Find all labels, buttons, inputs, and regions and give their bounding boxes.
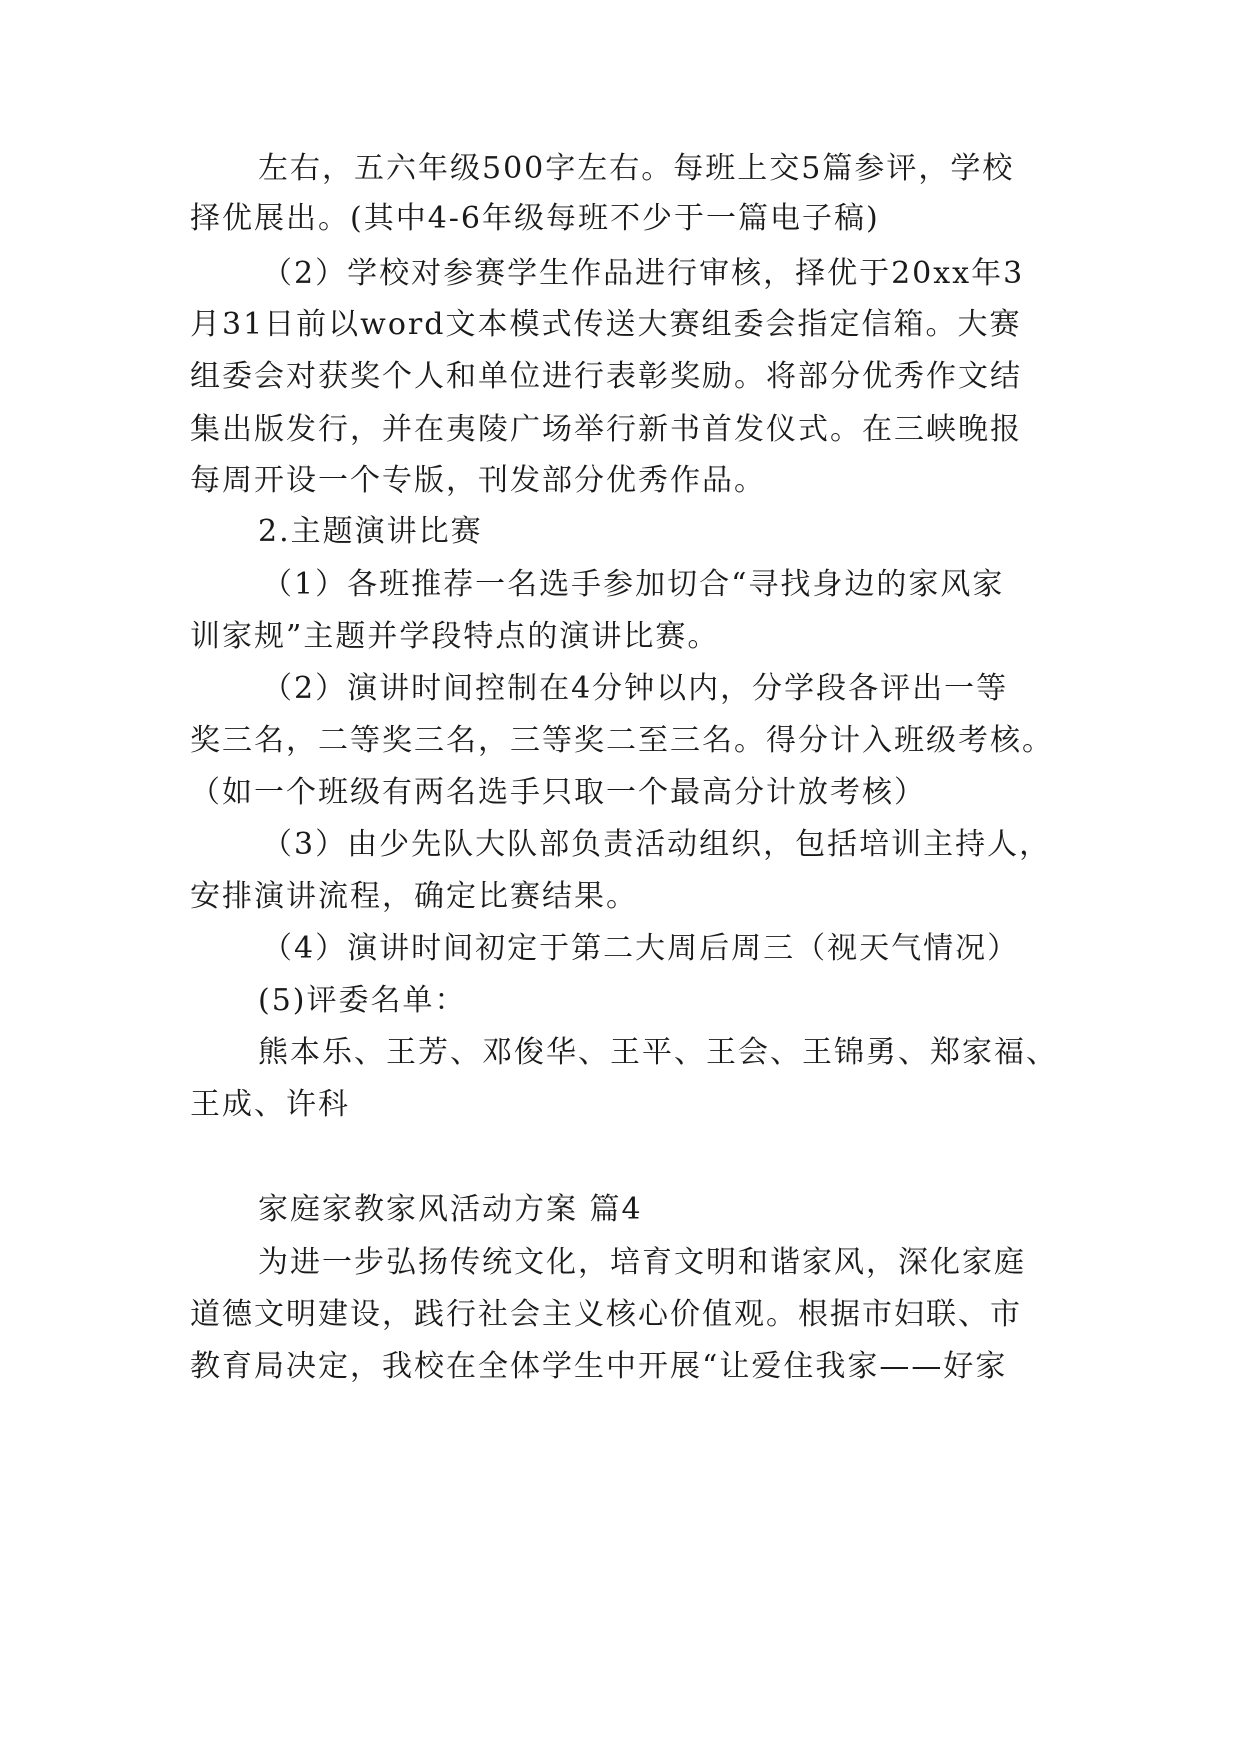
text-line: （2）学校对参赛学生作品进行审核，择优于20xx年3 [262,256,1025,291]
text-line: （3）由少先队大队部负责活动组织，包括培训主持人， [262,827,1052,862]
text-line: 月31日前以word文本模式传送大赛组委会指定信箱。大赛 [190,307,1022,342]
text-line: 道德文明建设，践行社会主义核心价值观。根据市妇联、市 [190,1297,1022,1332]
section-title: 家庭家教家风活动方案 篇4 [258,1192,643,1227]
text-line: 每周开设一个专版，刊发部分优秀作品。 [190,463,766,498]
text-line: 教育局决定，我校在全体学生中开展“让爱住我家——好家 [190,1349,1008,1384]
text-line: 奖三名，二等奖三名，三等奖二至三名。得分计入班级考核。 [190,723,1054,758]
text-line: 安排演讲流程，确定比赛结果。 [190,879,638,914]
section-heading: 2.主题演讲比赛 [258,514,483,549]
text-line: 集出版发行，并在夷陵广场举行新书首发仪式。在三峡晚报 [190,412,1022,447]
text-line: 王成、许科 [190,1087,350,1122]
text-line: 择优展出。(其中4-6年级每班不少于一篇电子稿) [190,201,880,236]
text-line: (5)评委名单： [258,983,467,1018]
text-line: 训家规”主题并学段特点的演讲比赛。 [190,619,720,654]
text-line: （2）演讲时间控制在4分钟以内，分学段各评出一等 [262,671,1009,706]
text-line: 熊本乐、王芳、邓俊华、王平、王会、王锦勇、郑家福、 [258,1035,1058,1070]
text-line: 左右，五六年级500字左右。每班上交5篇参评，学校 [258,151,1015,186]
text-line: （如一个班级有两名选手只取一个最高分计放考核） [190,775,926,810]
text-line: （4）演讲时间初定于第二大周后周三（视天气情况） [262,931,1020,966]
text-line: （1）各班推荐一名选手参加切合“寻找身边的家风家 [262,567,1005,602]
text-line: 为进一步弘扬传统文化，培育文明和谐家风，深化家庭 [258,1245,1026,1280]
text-line: 组委会对获奖个人和单位进行表彰奖励。将部分优秀作文结 [190,359,1022,394]
